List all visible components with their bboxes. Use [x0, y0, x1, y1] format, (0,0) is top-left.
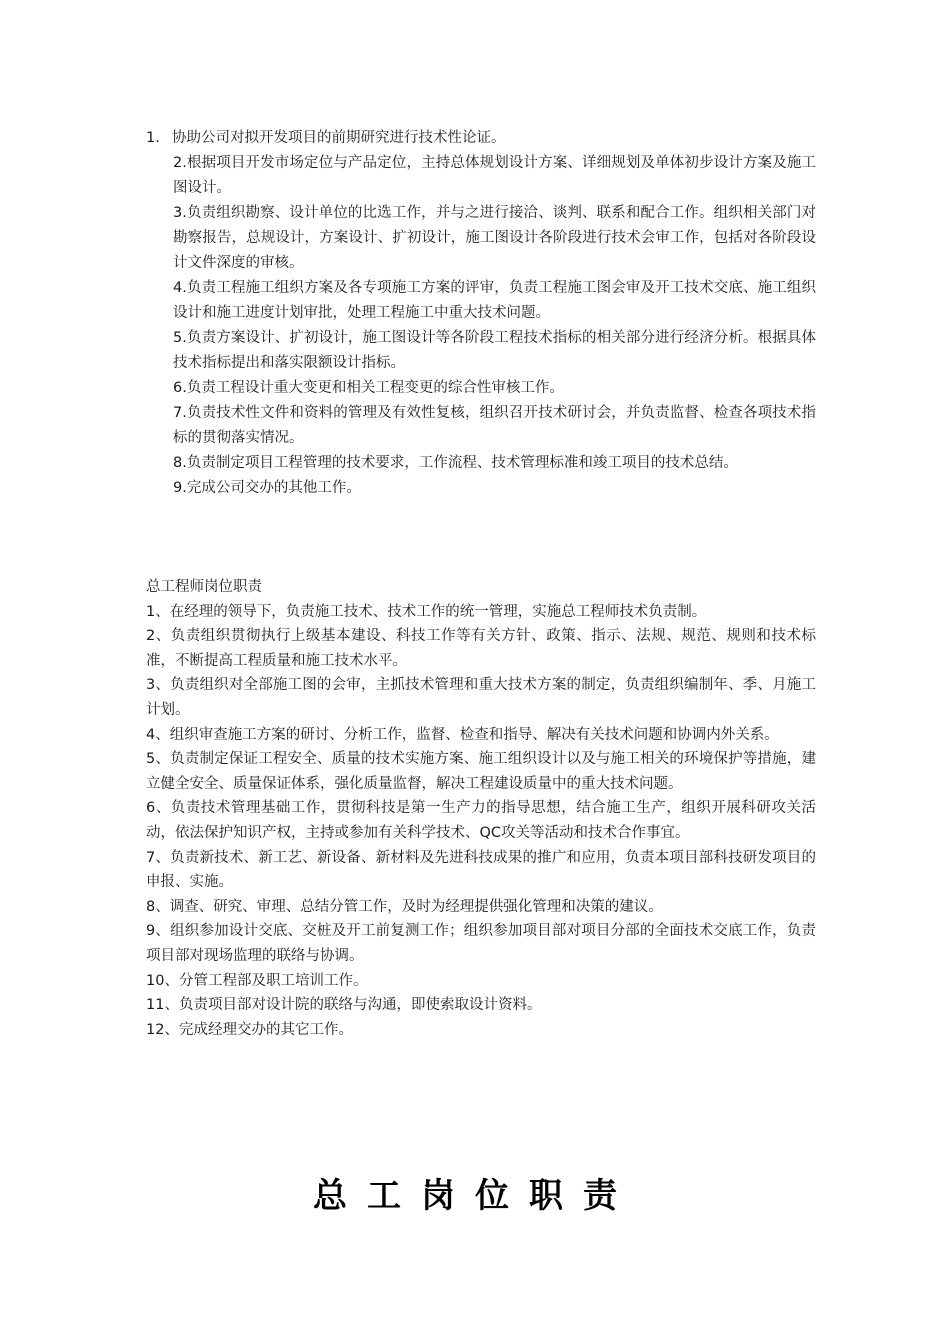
- list-item: 9、组织参加设计交底、交桩及开工前复测工作；组织参加项目部对项目分部的全面技术交底工作，负责项目部对现场监理的联络与协调。: [146, 923, 816, 964]
- list-item: 10、分管工程部及职工培训工作。: [146, 972, 368, 989]
- list-item: 11、负责项目部对设计院的联络与沟通，即使索取设计资料。: [146, 997, 542, 1014]
- list-item: 7、负责新技术、新工艺、新设备、新材料及先进科技成果的推广和应用，负责本项目部科技研发项目的申报、实施。: [146, 849, 816, 891]
- list-item: 5、负责制定保证工程安全、质量的技术实施方案、施工组织设计以及与施工相关的环境保护等措施，建立健全安全、质量保证体系，强化质量监督，解决工程建设质量中的重大技术问题。: [146, 751, 816, 792]
- section-heading: 总工程师岗位职责: [146, 579, 262, 595]
- list-item: 3、负责组织对全部施工图的会审，主抓技术管理和重大技术方案的制定，负责组织编制年、季、月施工计划。: [146, 677, 816, 718]
- list-item: 4、组织审查施工方案的研讨、分析工作，监督、检查和指导、解决有关技术问题和协调内外关系。: [146, 726, 779, 743]
- section-chief-engineer-duties: [146, 575, 816, 1042]
- list-item: 6.负责工程设计重大变更和相关工程变更的综合性审核工作。: [173, 380, 564, 396]
- list-item: 9.完成公司交办的其他工作。: [173, 480, 361, 496]
- list-item: 2.根据项目开发市场定位与产品定位，主持总体规划设计方案、详细规划及单体初步设计方案及施工图设计。: [173, 155, 816, 196]
- list-item: 1、在经理的领导下，负责施工技术、技术工作的统一管理，实施总工程师技术负责制。: [146, 603, 707, 620]
- list-item: 8、调查、研究、审理、总结分管工作，及时为经理提供强化管理和决策的建议。: [146, 898, 663, 915]
- list-number: 1.: [146, 130, 160, 146]
- list-item: 2、负责组织贯彻执行上级基本建设、科技工作等有关方针、政策、指示、法规、规范、规则和技术标准，不断提高工程质量和施工技术水平。: [146, 628, 816, 669]
- list-item: 3.负责组织勘察、设计单位的比选工作，并与之进行接洽、谈判、联系和配合工作。组织相关部门对勘察报告，总规设计，方案设计、扩初设计，施工图设计各阶段进行技术会审工作，包括对各阶段设计文件深度的审核。: [173, 205, 816, 271]
- list-item: [146, 126, 816, 151]
- list-item: 5.负责方案设计、扩初设计，施工图设计等各阶段工程技术指标的相关部分进行经济分析。根据具体技术指标提出和落实限额设计指标。: [173, 330, 816, 371]
- section-responsibilities-list: [146, 126, 816, 501]
- page-title: 总工岗位职责: [313, 1176, 637, 1216]
- list-item: 7.负责技术性文件和资料的管理及有效性复核，组织召开技术研讨会，并负责监督、检查各项技术指标的贯彻落实情况。: [173, 405, 816, 446]
- list-item: 6、负责技术管理基础工作，贯彻科技是第一生产力的指导思想，结合施工生产，组织开展科研攻关活动，依法保护知识产权，主持或参加有关科学技术、QC攻关等活动和技术合作事宜。: [146, 800, 816, 841]
- list-item: 8.负责制定项目工程管理的技术要求，工作流程、技术管理标准和竣工项目的技术总结。: [173, 455, 738, 471]
- list-item-text: 协助公司对拟开发项目的前期研究进行技术性论证。: [172, 130, 506, 146]
- list-item: 4.负责工程施工组织方案及各专项施工方案的评审，负责工程施工图会审及开工技术交底、施工组织设计和施工进度计划审批，处理工程施工中重大技术问题。: [173, 280, 816, 321]
- list-item: 12、完成经理交办的其它工作。: [146, 1021, 353, 1038]
